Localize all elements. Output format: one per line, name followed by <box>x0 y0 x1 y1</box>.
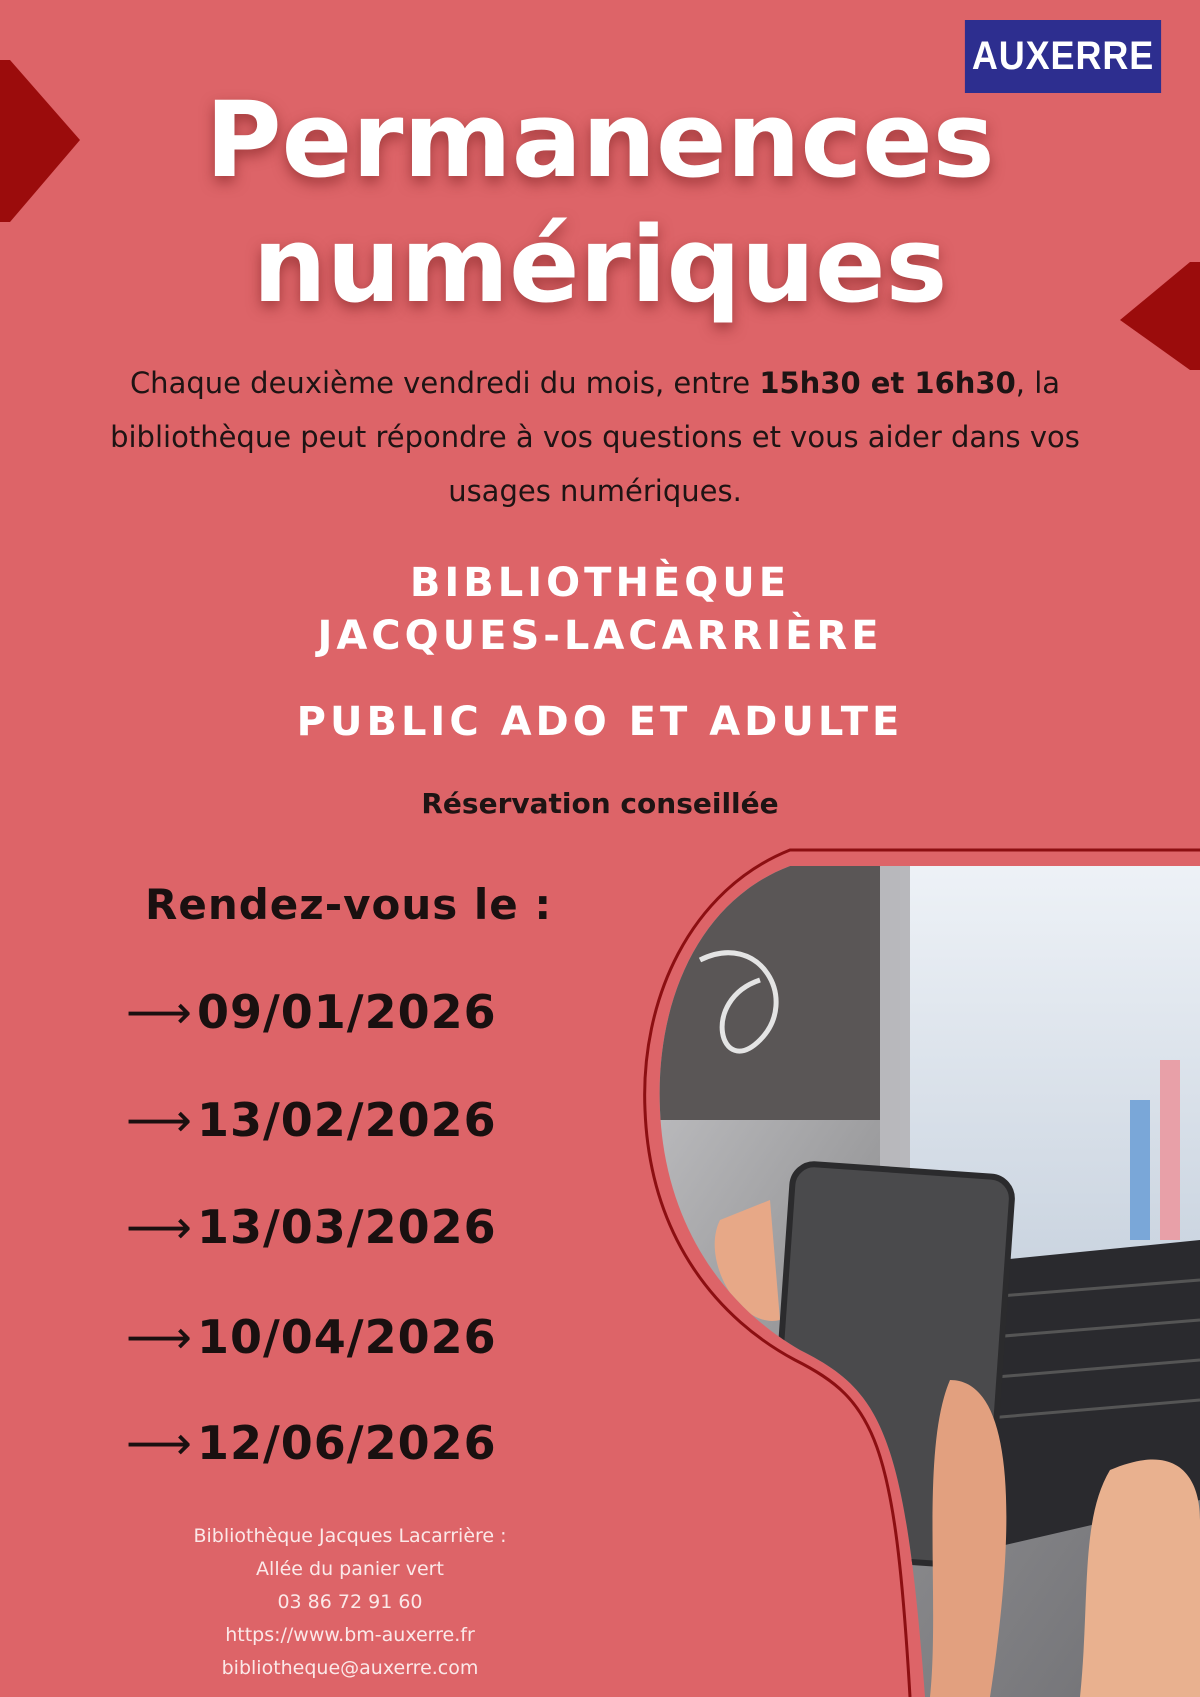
date-value: 09/01/2026 <box>196 985 497 1039</box>
intro-paragraph <box>60 356 1130 518</box>
rendezvous-label: Rendez-vous le : <box>145 880 553 929</box>
title-line-1: Permanences <box>205 79 995 201</box>
date-item <box>126 1310 497 1364</box>
date-item <box>126 1416 497 1470</box>
footer-name: Bibliothèque Jacques Lacarrière : <box>193 1525 507 1547</box>
footer-phone: 03 86 72 91 60 <box>277 1591 423 1613</box>
footer-email-link[interactable]: bibliotheque@auxerre.com <box>221 1657 479 1679</box>
venue-line-1: BIBLIOTHÈQUE <box>409 560 791 606</box>
venue-line-2: JACQUES-LACARRIÈRE <box>317 613 883 659</box>
intro-part1: Chaque deuxième vendredi du mois, entre <box>129 366 760 400</box>
date-value: 13/03/2026 <box>196 1200 497 1254</box>
footer-address: Allée du panier vert <box>256 1558 444 1580</box>
footer-website-link[interactable]: https://www.bm-auxerre.fr <box>225 1624 475 1646</box>
footer-contact <box>100 1520 600 1685</box>
arrow-icon: ⟶ <box>126 1310 193 1364</box>
date-value: 12/06/2026 <box>196 1416 497 1470</box>
date-item <box>126 985 497 1039</box>
date-value: 13/02/2026 <box>196 1093 497 1147</box>
arrow-icon: ⟶ <box>126 1200 193 1254</box>
title-line-2: numériques <box>252 204 948 326</box>
audience: PUBLIC ADO ET ADULTE <box>296 699 904 745</box>
auxerre-logo: AUXERRE <box>965 20 1161 93</box>
date-value: 10/04/2026 <box>196 1310 497 1364</box>
intro-part2: , la bibliothèque peut répondre à vos questions et vous aider dans vos usages numériques. <box>110 366 1080 508</box>
arrow-icon: ⟶ <box>126 1093 193 1147</box>
photo-phone-laptop <box>640 860 1200 1697</box>
date-item <box>126 1093 497 1147</box>
intro-hours: 15h30 et 16h30 <box>759 366 1016 400</box>
arrow-icon: ⟶ <box>126 985 193 1039</box>
arrow-icon: ⟶ <box>126 1416 193 1470</box>
reservation-note: Réservation conseillée <box>421 787 779 820</box>
date-item <box>126 1200 497 1254</box>
